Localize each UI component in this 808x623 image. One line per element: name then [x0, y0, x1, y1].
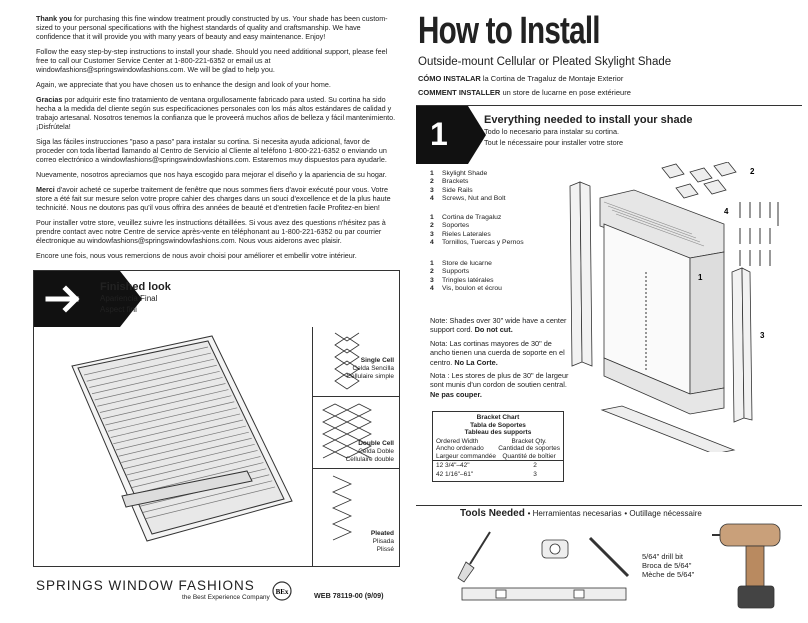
page-subtitle: Outside-mount Cellular or Pleated Skylight Shade: [418, 56, 672, 68]
double-cell-cell: [313, 396, 400, 469]
title-fr: COMMENT INSTALLER un store de lucarne en pose extérieure: [418, 88, 631, 97]
intro-es-1: Gracias por adquirir este fino tratamiento de ventana orgullosamente fabricado para usted. Su cortina ha sido hecha a la medida del cliente según sus especificaciones personales con los más altos estándares de calidad y trabajo artesanal. Nosotros tenemos la confianza que le proveerá muchos años de belleza y fácil mantenimiento. ¡Disfrútela!: [36, 95, 396, 131]
parts-list-fr: [430, 260, 502, 294]
parts-list-es: [430, 214, 524, 248]
tools-es: Herramientas necesarias: [532, 509, 622, 518]
install-column: [412, 0, 802, 622]
step-1-es: Todo lo necesario para instalar su cortina.: [484, 127, 620, 136]
page-title: How to Install: [418, 10, 600, 52]
support-cord-note: [430, 316, 570, 403]
list-item: 1 Cortina de Tragaluz: [430, 214, 502, 221]
list-item: 2 Supports: [430, 268, 470, 276]
bracket-chart-title: Bracket Chart: [476, 414, 520, 421]
title-es: CÓMO INSTALAR la Cortina de Tragaluz de Montaje Exterior: [418, 74, 624, 83]
step-1-titles: [484, 114, 692, 148]
finished-look-title: Finished look: [100, 281, 171, 293]
intro-es-3: Nuevamente, nosotros apreciamos que nos haya escogido para mejorar el diseño y la apariencia de su hogar.: [36, 170, 387, 179]
intro-fr-3: Encore une fois, nous vous remercions de nous avoir choisi pour améliorer et embellir votre intérieur.: [36, 251, 357, 260]
intro-fr-1: Merci d'avoir acheté ce superbe traitement de fenêtre que nous sommes fiers d'avoir exécuté pour vous. Votre store a été fait sur mesure selon votre propre cahier des charges dans un souci d'excellence et de la plus haute technicité. Nous ne doutons pas qu'il vous offrira des années de beauté et d'entretien facile Profitez-en bien!: [36, 185, 391, 212]
pencil-icon: [590, 538, 628, 576]
side-rail-right: [732, 268, 752, 422]
brand-seal-icon: [271, 580, 293, 602]
list-item: 4 Screws, Nut and Bolt: [430, 195, 506, 203]
finished-look-titles: [100, 281, 171, 315]
bracket-chart-title-es: Tabla de Soportes: [470, 421, 526, 429]
finished-look-panel: [33, 270, 400, 567]
intro-text: [36, 14, 396, 266]
tools-title-line: Tools Needed • Herramientas necesarias • Outillage nécessaire: [460, 508, 702, 519]
brand-tagline: the Best Experience Company: [182, 594, 270, 601]
note-en: Note: Shades over 30" wide have a center support cord. Do not cut.: [430, 316, 567, 335]
tools-title: Tools Needed: [460, 508, 525, 519]
parts-list-en: [430, 170, 505, 204]
screws-drawing: [740, 202, 778, 266]
intro-fr-2: Pour installer votre store, veuillez suivre les instructions détaillées. Si vous avez des questions n'hésitez pas à prendre contact avec notre Centre de service après-vente en téléphonant au 1-800-221-6352 ou par courrier électronique au windowfashions@springswindowfashions.com. Nous vous aiderons avec plaisir.: [36, 218, 386, 245]
brand-logo: [36, 578, 270, 601]
intro-en-1: Thank you for purchasing this fine window treatment proudly constructed by us. Your shade has been custom-sized to your personal specifications with the highest standards of quality and craftsmanship. We have confidence that it will provide you with many years of beauty and easy maintenance. Enjoy!: [36, 14, 388, 41]
level-icon: [462, 588, 626, 600]
step-1-panel: [416, 105, 802, 506]
bottom-rail: [602, 406, 734, 452]
step-number: 1: [430, 116, 448, 152]
tools-fr: Outillage nécessaire: [629, 509, 702, 518]
step-1-title: Everything needed to install your shade: [484, 114, 693, 126]
skylight-shade: [600, 190, 724, 414]
list-item: 3 Rieles Laterales: [430, 230, 491, 238]
label-2: 2: [750, 167, 755, 176]
drill-bit-label: 5/64" drill bit Broca de 5/64" Mèche de 5/64": [642, 552, 695, 579]
note-es: Nota: Las cortinas mayores de 30" de ancho tienen una cuerda de soporte en el centro. No La Corte.: [430, 338, 565, 367]
list-item: 2 Soportes: [430, 222, 470, 230]
list-item: 1 Store de lucarne: [430, 260, 492, 267]
tools-panel: [416, 505, 802, 623]
finished-look-fr: Aspect fini: [100, 305, 137, 314]
table-row: 12 3/4"–42" 2: [436, 462, 537, 469]
single-cell-label: Single Cell Celda Sencilla Cellulaire simple: [346, 357, 394, 380]
tools-illustration: [456, 524, 656, 622]
intro-en-2: Follow the easy step-by-step instructions to install your shade. Should you need additional support, please feel free to call our Customer Service Center at 1-800-221-6352 or email us at windowfashions@springswindowfashions.com. We will be glad to help you.: [36, 47, 388, 74]
bracket-chart: [432, 411, 564, 482]
shade-types-column: [312, 327, 400, 566]
finished-look-header: [34, 271, 399, 327]
single-cell-cell: [313, 327, 400, 397]
screwdriver-icon: [458, 532, 490, 582]
bracket-chart-header: Ordered Width Ancho ordenado Largeur commandée Bracket Qty. Cantidad de soportes Quantité de boîtier: [436, 437, 560, 460]
step-1-tab: [416, 106, 468, 164]
step-1-fr: Tout le nécessaire pour installer votre store: [484, 138, 624, 147]
list-item: 1 Skylight Shade: [430, 170, 488, 177]
pleated-cell: [313, 468, 400, 566]
svg-text:BEx: BEx: [275, 588, 289, 596]
pleated-icon: [327, 472, 357, 542]
side-rail-left: [570, 182, 592, 366]
table-row: 42 1/16"–61" 3: [436, 470, 537, 478]
double-cell-label: Double Cell Celda Doble Cellulaire double: [345, 440, 394, 463]
list-item: 3 Side Rails: [430, 186, 473, 194]
finished-shade-illustration: [62, 331, 302, 556]
pleated-label: Pleated Plisada Plissé: [370, 530, 394, 553]
brackets-drawing: [662, 162, 736, 198]
tape-measure-icon: [542, 540, 568, 558]
list-item: 2 Brackets: [430, 178, 469, 186]
list-item: 4 Tornillos, Tuercas y Pernos: [430, 239, 524, 247]
brand-name: SPRINGS WINDOW FASHIONS: [36, 578, 255, 593]
label-4: 4: [724, 207, 729, 216]
intro-es-2: Siga las fáciles instrucciones "paso a paso" para instalar su cortina. Si necesita ayuda adicional, favor de proceder con toda libertad llamando al Centro de Servicio al Cliente al teléfono 1-800-221-6352 o enviando un correo electrónico a windowfashions@springswindowfashions.com. Estaremos muy dispuestos para ayudarle.: [36, 137, 387, 164]
bracket-chart-rows: [433, 460, 563, 481]
list-item: 3 Tringles latérales: [430, 276, 494, 284]
intro-en-3: Again, we appreciate that you have chosen us to enhance the design and look of your home.: [36, 80, 331, 89]
label-3: 3: [760, 331, 765, 340]
finished-look-es: Apariencia Final: [100, 294, 158, 303]
label-1: 1: [698, 273, 703, 282]
bracket-chart-title-fr: Tableau des supports: [464, 429, 532, 436]
note-fr: Nota : Les stores de plus de 30" de largeur sont munis d'un cordon de soutien central. Ne pas couper.: [430, 371, 569, 399]
drill-icon: [712, 516, 796, 616]
list-item: 4 Vis, boulon et écrou: [430, 285, 502, 293]
document-code: WEB 78119-00 (9/09): [314, 591, 384, 600]
parts-illustration: [564, 162, 800, 452]
